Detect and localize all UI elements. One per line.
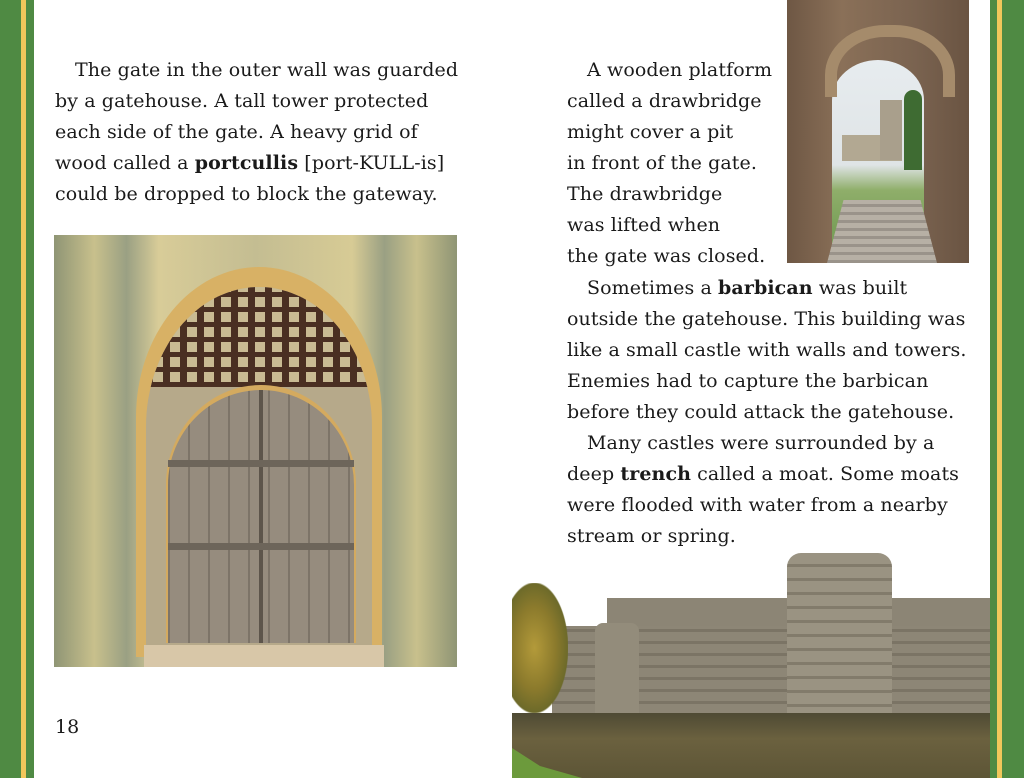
castle-moat-photo bbox=[512, 548, 990, 778]
paragraph-text: The gate in the outer wall was guarded by a gatehouse. A tall tower protected each side of the gate. A heavy grid of wood called a bbox=[55, 59, 459, 174]
paragraph-line: might cover a pit bbox=[567, 121, 734, 143]
autumn-tree bbox=[512, 583, 568, 713]
distant-castle-tower bbox=[880, 100, 902, 160]
paragraph-line: was lifted when bbox=[567, 214, 721, 236]
door-rail bbox=[168, 460, 354, 467]
page-number: 18 bbox=[55, 716, 80, 738]
paragraph-text: [port-KULL-is] could be dropped to block the gateway. bbox=[55, 152, 445, 205]
paragraph-line: The drawbridge bbox=[567, 183, 723, 205]
border-stripe-right bbox=[997, 0, 1002, 778]
door-seam bbox=[259, 390, 263, 643]
glossary-term-portcullis: portcullis bbox=[194, 152, 299, 174]
page-border-right bbox=[990, 0, 1024, 778]
gate-portcullis-photo bbox=[54, 235, 457, 667]
paragraph-line: in front of the gate. bbox=[567, 152, 757, 174]
drawbridge-paragraph bbox=[567, 55, 782, 272]
glossary-term-trench: trench bbox=[620, 463, 692, 485]
paragraph-line: called a drawbridge bbox=[567, 90, 762, 112]
portcullis-grid bbox=[146, 287, 372, 387]
border-stripe-left bbox=[21, 0, 26, 778]
castle-round-tower bbox=[787, 553, 892, 735]
drawbridge-photo bbox=[787, 0, 969, 263]
cypress-trees bbox=[904, 90, 922, 170]
moat-paragraph: Many castles were surrounded by a deep trench called a moat. Some moats were flooded with water from a nearby stream or spring. bbox=[567, 432, 960, 547]
barbican-moat-text bbox=[567, 273, 972, 552]
door-rail bbox=[168, 543, 354, 550]
moat-water bbox=[512, 713, 990, 778]
glossary-term-barbican: barbican bbox=[718, 277, 813, 299]
barbican-paragraph: Sometimes a barbican was built outside the gatehouse. This building was like a small castle with walls and towers. Enemies had to capture the barbican before they could attack the gatehouse. bbox=[567, 277, 967, 423]
wooden-drawbridge bbox=[827, 200, 937, 263]
castle-small-tower bbox=[595, 623, 639, 713]
gate-floor bbox=[144, 645, 384, 667]
paragraph-line: the gate was closed. bbox=[567, 245, 766, 267]
page-border-left bbox=[0, 0, 34, 778]
paragraph-line: A wooden platform bbox=[587, 59, 773, 81]
gatehouse-paragraph bbox=[55, 55, 465, 210]
stone-arch-rim bbox=[825, 25, 955, 97]
